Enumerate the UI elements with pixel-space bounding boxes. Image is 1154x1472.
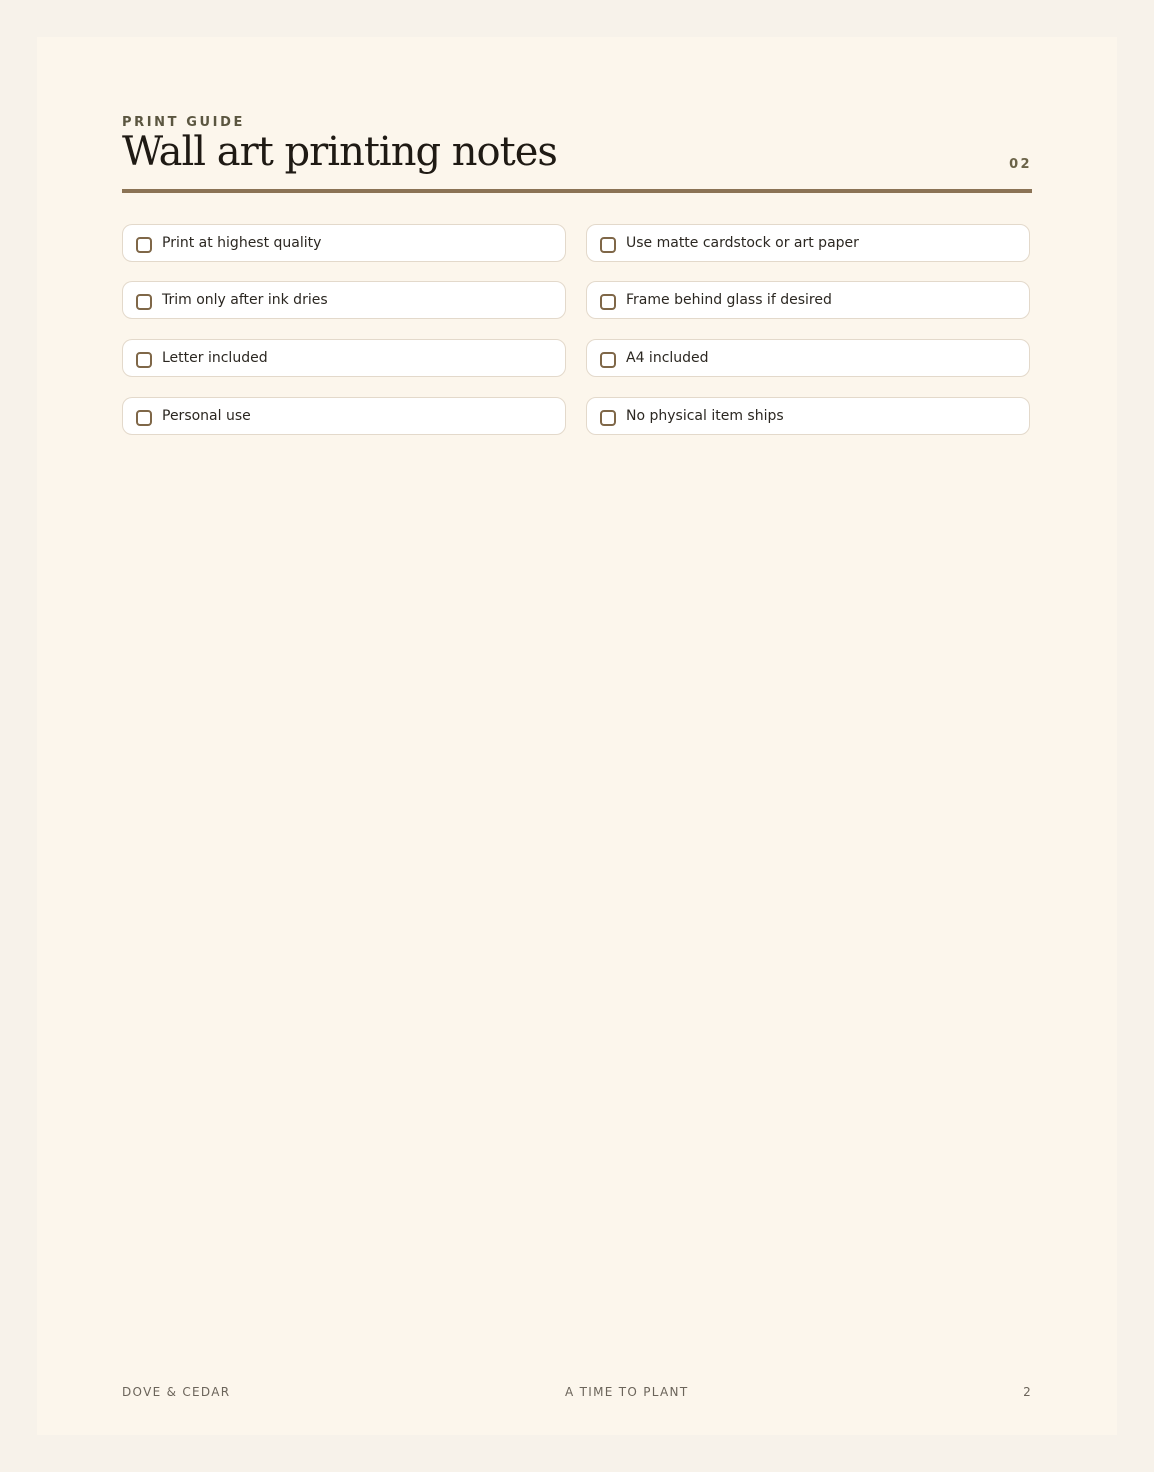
checklist-item[interactable]: [586, 281, 1030, 319]
checklist-item[interactable]: [122, 397, 566, 435]
section-page-number: 02: [1009, 157, 1032, 172]
checkbox-icon[interactable]: [600, 294, 616, 310]
checklist-item-label: A4 included: [626, 350, 709, 366]
page-sheet: [37, 37, 1117, 1435]
checkbox-icon[interactable]: [600, 410, 616, 426]
page-title: Wall art printing notes: [122, 129, 557, 175]
checklist-item[interactable]: [586, 339, 1030, 377]
checklist-item[interactable]: [122, 339, 566, 377]
footer-brand: DOVE & CEDAR: [122, 1385, 231, 1399]
checklist-item-label: Trim only after ink dries: [162, 292, 328, 308]
checklist-item[interactable]: [122, 281, 566, 319]
checkbox-icon[interactable]: [136, 352, 152, 368]
checkbox-icon[interactable]: [600, 237, 616, 253]
checklist-item[interactable]: [586, 224, 1030, 262]
checkbox-icon[interactable]: [136, 294, 152, 310]
footer-page-number: 2: [1023, 1385, 1032, 1399]
header-divider: [122, 189, 1032, 193]
page-footer: [122, 1384, 1032, 1400]
checklist-item-label: No physical item ships: [626, 408, 784, 424]
checklist-item[interactable]: [586, 397, 1030, 435]
checklist-item-label: Print at highest quality: [162, 235, 322, 251]
checklist-item-label: Use matte cardstock or art paper: [626, 235, 859, 251]
section-eyebrow: PRINT GUIDE: [122, 115, 245, 130]
checkbox-icon[interactable]: [136, 237, 152, 253]
checkbox-icon[interactable]: [136, 410, 152, 426]
checklist-item-label: Personal use: [162, 408, 251, 424]
checklist-item[interactable]: [122, 224, 566, 262]
checklist-item-label: Letter included: [162, 350, 268, 366]
footer-collection: A TIME TO PLANT: [565, 1385, 689, 1399]
checkbox-icon[interactable]: [600, 352, 616, 368]
checklist-item-label: Frame behind glass if desired: [626, 292, 832, 308]
